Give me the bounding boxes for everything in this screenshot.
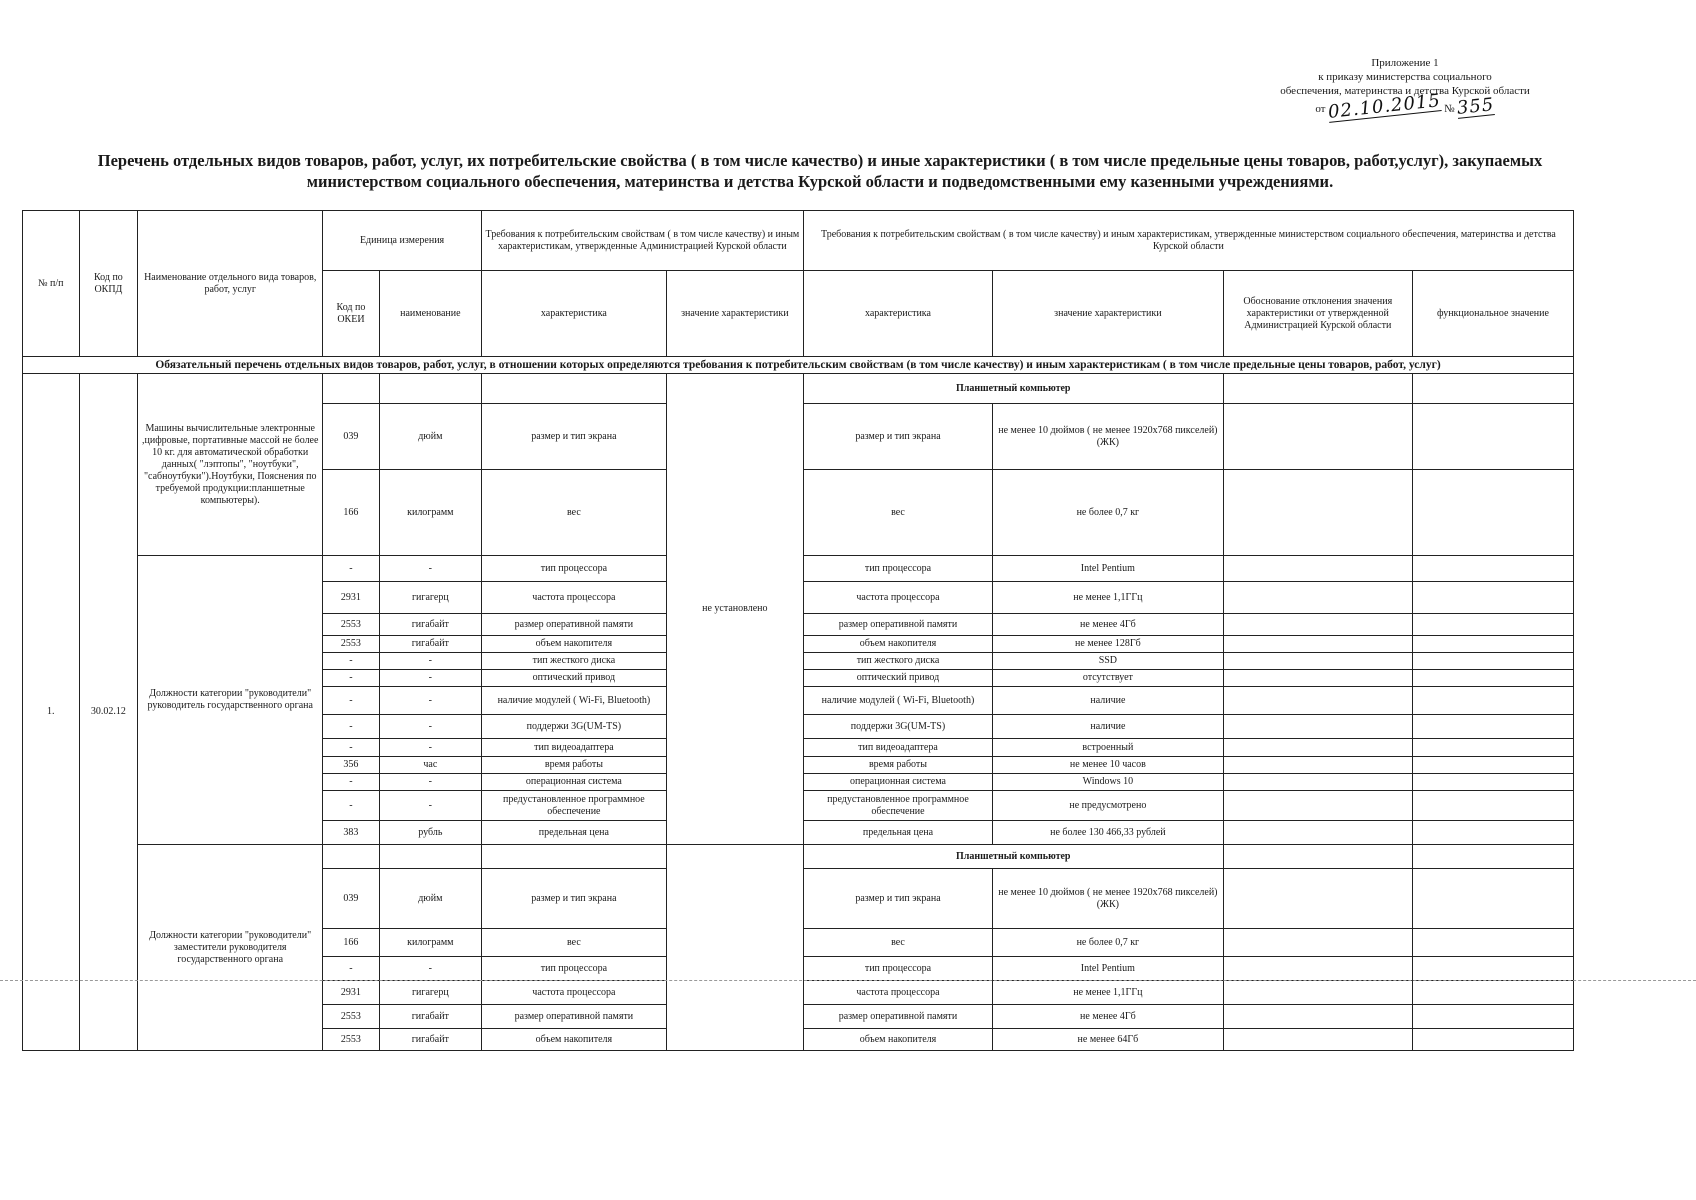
okei-code: - (323, 791, 380, 821)
ministry-value: отсутствует (993, 670, 1224, 687)
okei-code: - (323, 774, 380, 791)
justification-cell (1223, 670, 1412, 687)
ministry-characteristic: частота процессора (803, 981, 992, 1005)
ministry-value: не более 0,7 кг (993, 929, 1224, 957)
ministry-value: не менее 4Гб (993, 614, 1224, 636)
unit-cell (379, 374, 481, 404)
functional-cell (1412, 653, 1573, 670)
unit-name: гигабайт (379, 1005, 481, 1029)
unit-name: рубль (379, 821, 481, 845)
justification-cell (1223, 845, 1412, 869)
table-frame (22, 210, 1574, 1200)
admin-characteristic: операционная система (481, 774, 666, 791)
ministry-value: наличие (993, 715, 1224, 739)
unit-name: гигабайт (379, 1029, 481, 1051)
functional-cell (1412, 374, 1573, 404)
appendix-line-1: Приложение 1 (1371, 57, 1439, 69)
position-label: Должности категории "руководители" заместители руководителя государственного органа (138, 845, 323, 1051)
appendix-block (1240, 56, 1570, 123)
okei-code: 2931 (323, 582, 380, 614)
okei-code: 166 (323, 470, 380, 556)
table-row (23, 845, 1574, 869)
okei-code: 2553 (323, 1005, 380, 1029)
ministry-characteristic: вес (803, 470, 992, 556)
justification-cell (1223, 715, 1412, 739)
header-okei: Код по ОКЕИ (323, 271, 380, 357)
functional-cell (1412, 687, 1573, 715)
okei-code: - (323, 653, 380, 670)
ministry-characteristic: частота процессора (803, 582, 992, 614)
document-title: Перечень отдельных видов товаров, работ, услуг, их потребительские свойства ( в том числе качество) и иные характеристики ( в том числе предельные цены товаров, работ,услуг), закупаемых министерством социального обеспечения, материнства и детства Курской области и подведомственными ему казенными учреждениями. (97, 151, 1543, 191)
functional-cell (1412, 614, 1573, 636)
admin-characteristic: предустановленное программное обеспечение (481, 791, 666, 821)
okei-code: - (323, 739, 380, 757)
date-prefix: от (1315, 103, 1326, 115)
justification-cell (1223, 636, 1412, 653)
okei-cell (323, 845, 380, 869)
ministry-characteristic: наличие модулей ( Wi-Fi, Bluetooth) (803, 687, 992, 715)
header-min-char: характеристика (803, 271, 992, 357)
unit-name: - (379, 791, 481, 821)
admin-characteristic: частота процессора (481, 981, 666, 1005)
justification-cell (1223, 614, 1412, 636)
header-unit-name: наименование (379, 271, 481, 357)
functional-cell (1412, 470, 1573, 556)
item-okpd: 30.02.12 (79, 374, 138, 1051)
justification-cell (1223, 929, 1412, 957)
functional-cell (1412, 739, 1573, 757)
justification-cell (1223, 1005, 1412, 1029)
ministry-value: Intel Pentium (993, 556, 1224, 582)
ministry-value: Windows 10 (993, 774, 1224, 791)
justification-cell (1223, 653, 1412, 670)
functional-cell (1412, 869, 1573, 929)
ministry-characteristic: размер оперативной памяти (803, 614, 992, 636)
okei-code: 166 (323, 929, 380, 957)
admin-characteristic: тип видеоадаптера (481, 739, 666, 757)
okei-code: 039 (323, 869, 380, 929)
ministry-value: не менее 10 часов (993, 757, 1224, 774)
admin-characteristic: поддержи 3G(UM-TS) (481, 715, 666, 739)
item-num: 1. (23, 374, 80, 1051)
justification-cell (1223, 1029, 1412, 1051)
admin-characteristic: тип жесткого диска (481, 653, 666, 670)
ministry-characteristic: время работы (803, 757, 992, 774)
functional-cell (1412, 981, 1573, 1005)
handwritten-date: 02.10.2015 (1327, 90, 1442, 123)
justification-cell (1223, 774, 1412, 791)
ministry-value: не предусмотрено (993, 791, 1224, 821)
functional-cell (1412, 636, 1573, 653)
header-min-value: значение характеристики (993, 271, 1224, 357)
ministry-value: SSD (993, 653, 1224, 670)
functional-cell (1412, 670, 1573, 687)
appendix-line-3: обеспечения, материнства и детства Курской области (1280, 85, 1530, 97)
okei-code: 039 (323, 404, 380, 470)
ministry-value: не менее 10 дюймов ( не менее 1920х768 пикселей) (ЖК) (993, 404, 1224, 470)
header-unit-group: Единица измерения (323, 211, 482, 271)
admin-characteristic: размер оперативной памяти (481, 1005, 666, 1029)
ministry-value: не более 130 466,33 рублей (993, 821, 1224, 845)
header-ministry-group: Требования к потребительским свойствам ( в том числе качеству) и иным характеристикам, утвержденные министерством социального обеспечения, материнства и детства Курской области (803, 211, 1573, 271)
okei-cell (323, 374, 380, 404)
functional-cell (1412, 1005, 1573, 1029)
admin-characteristic: время работы (481, 757, 666, 774)
unit-name: - (379, 670, 481, 687)
justification-cell (1223, 869, 1412, 929)
admin-characteristic: объем накопителя (481, 636, 666, 653)
header-okpd: Код по ОКПД (79, 211, 138, 357)
okei-code: - (323, 715, 380, 739)
admin-characteristic: тип процессора (481, 556, 666, 582)
justification-cell (1223, 791, 1412, 821)
item-name: Машины вычислительные электронные ,цифровые, портативные массой не более 10 кг. для автоматической обработки данных( "лэптопы", "ноутбуки", "сабноутбуки").Ноутбуки, Пояснения по требуемой продукции:планшетные компьютеры). (138, 374, 323, 556)
justification-cell (1223, 687, 1412, 715)
okei-code: - (323, 556, 380, 582)
functional-cell (1412, 715, 1573, 739)
ministry-value: встроенный (993, 739, 1224, 757)
ministry-characteristic: размер оперативной памяти (803, 1005, 992, 1029)
number-prefix: № (1444, 103, 1455, 115)
functional-cell (1412, 774, 1573, 791)
okei-code: 2553 (323, 1029, 380, 1051)
header-justification: Обоснование отклонения значения характеристики от утвержденной Администрацией Курской области (1223, 271, 1412, 357)
ministry-characteristic: предельная цена (803, 821, 992, 845)
device-label: Планшетный компьютер (803, 845, 1223, 869)
admin-value-cell (666, 845, 803, 1051)
header-admin-group: Требования к потребительским свойствам ( в том числе качеству) и иным характеристикам, утвержденные Администрацией Курской области (481, 211, 803, 271)
ministry-characteristic: тип процессора (803, 556, 992, 582)
ministry-value: наличие (993, 687, 1224, 715)
functional-cell (1412, 404, 1573, 470)
justification-cell (1223, 374, 1412, 404)
unit-name: - (379, 739, 481, 757)
section-title: Обязательный перечень отдельных видов товаров, работ, услуг, в отношении которых определяются требования к потребительским свойствам (в том числе качеству) и иным характеристикам ( в том числе предельные цены товаров, работ, услуг) (23, 357, 1574, 374)
okei-code: 383 (323, 821, 380, 845)
admin-characteristic: размер оперативной памяти (481, 614, 666, 636)
unit-name: гигабайт (379, 614, 481, 636)
functional-cell (1412, 957, 1573, 981)
ministry-characteristic: предустановленное программное обеспечение (803, 791, 992, 821)
table-row (23, 374, 1574, 404)
device-label: Планшетный компьютер (803, 374, 1223, 404)
functional-cell (1412, 582, 1573, 614)
ministry-value: не менее 128Гб (993, 636, 1224, 653)
unit-name: килограмм (379, 470, 481, 556)
scan-artifact-line (0, 980, 1696, 981)
ministry-characteristic: тип процессора (803, 957, 992, 981)
admin-characteristic: объем накопителя (481, 1029, 666, 1051)
ministry-value: Intel Pentium (993, 957, 1224, 981)
requirements-table (22, 210, 1574, 1051)
admin-char-cell (481, 374, 666, 404)
admin-characteristic: размер и тип экрана (481, 869, 666, 929)
ministry-value: не более 0,7 кг (993, 470, 1224, 556)
justification-cell (1223, 821, 1412, 845)
justification-cell (1223, 470, 1412, 556)
functional-cell (1412, 821, 1573, 845)
justification-cell (1223, 757, 1412, 774)
ministry-characteristic: операционная система (803, 774, 992, 791)
unit-name: час (379, 757, 481, 774)
okei-code: 2553 (323, 614, 380, 636)
admin-characteristic: наличие модулей ( Wi-Fi, Bluetooth) (481, 687, 666, 715)
functional-cell (1412, 556, 1573, 582)
justification-cell (1223, 981, 1412, 1005)
unit-cell (379, 845, 481, 869)
okei-code: 2553 (323, 636, 380, 653)
unit-name: - (379, 556, 481, 582)
unit-name: - (379, 687, 481, 715)
ministry-value: не менее 4Гб (993, 1005, 1224, 1029)
unit-name: дюйм (379, 404, 481, 470)
okei-code: - (323, 670, 380, 687)
ministry-value: не менее 64Гб (993, 1029, 1224, 1051)
okei-code: 356 (323, 757, 380, 774)
position-label: Должности категории "руководители" руководитель государственного органа (138, 556, 323, 845)
functional-cell (1412, 929, 1573, 957)
functional-cell (1412, 1029, 1573, 1051)
admin-characteristic: оптический привод (481, 670, 666, 687)
header-admin-char: характеристика (481, 271, 666, 357)
unit-name: - (379, 715, 481, 739)
ministry-value: не менее 1,1ГГц (993, 582, 1224, 614)
okei-code: - (323, 957, 380, 981)
unit-name: - (379, 774, 481, 791)
header-admin-value: значение характеристики (666, 271, 803, 357)
unit-name: гигагерц (379, 582, 481, 614)
ministry-value: не менее 1,1ГГц (993, 981, 1224, 1005)
header-num: № п/п (23, 211, 80, 357)
admin-characteristic: предельная цена (481, 821, 666, 845)
header-functional: функциональное значение (1412, 271, 1573, 357)
unit-name: килограмм (379, 929, 481, 957)
ministry-value: не менее 10 дюймов ( не менее 1920х768 пикселей) (ЖК) (993, 869, 1224, 929)
functional-cell (1412, 757, 1573, 774)
admin-char-cell (481, 845, 666, 869)
ministry-characteristic: объем накопителя (803, 1029, 992, 1051)
ministry-characteristic: объем накопителя (803, 636, 992, 653)
unit-name: гигабайт (379, 636, 481, 653)
justification-cell (1223, 404, 1412, 470)
functional-cell (1412, 791, 1573, 821)
functional-cell (1412, 845, 1573, 869)
appendix-line-2: к приказу министерства социального (1318, 71, 1492, 83)
admin-characteristic: вес (481, 470, 666, 556)
ministry-characteristic: оптический привод (803, 670, 992, 687)
admin-value-note: не установлено (666, 374, 803, 845)
justification-cell (1223, 582, 1412, 614)
ministry-characteristic: поддержи 3G(UM-TS) (803, 715, 992, 739)
header-name: Наименование отдельного вида товаров, работ, услуг (138, 211, 323, 357)
admin-characteristic: размер и тип экрана (481, 404, 666, 470)
unit-name: - (379, 653, 481, 670)
admin-characteristic: вес (481, 929, 666, 957)
justification-cell (1223, 739, 1412, 757)
table-body (23, 374, 1574, 1051)
admin-characteristic: частота процессора (481, 582, 666, 614)
okei-code: - (323, 687, 380, 715)
ministry-characteristic: тип жесткого диска (803, 653, 992, 670)
handwritten-number: 355 (1456, 94, 1496, 119)
unit-name: дюйм (379, 869, 481, 929)
ministry-characteristic: размер и тип экрана (803, 869, 992, 929)
ministry-characteristic: тип видеоадаптера (803, 739, 992, 757)
okei-code: 2931 (323, 981, 380, 1005)
ministry-characteristic: размер и тип экрана (803, 404, 992, 470)
justification-cell (1223, 957, 1412, 981)
admin-characteristic: тип процессора (481, 957, 666, 981)
justification-cell (1223, 556, 1412, 582)
unit-name: гигагерц (379, 981, 481, 1005)
unit-name: - (379, 957, 481, 981)
ministry-characteristic: вес (803, 929, 992, 957)
